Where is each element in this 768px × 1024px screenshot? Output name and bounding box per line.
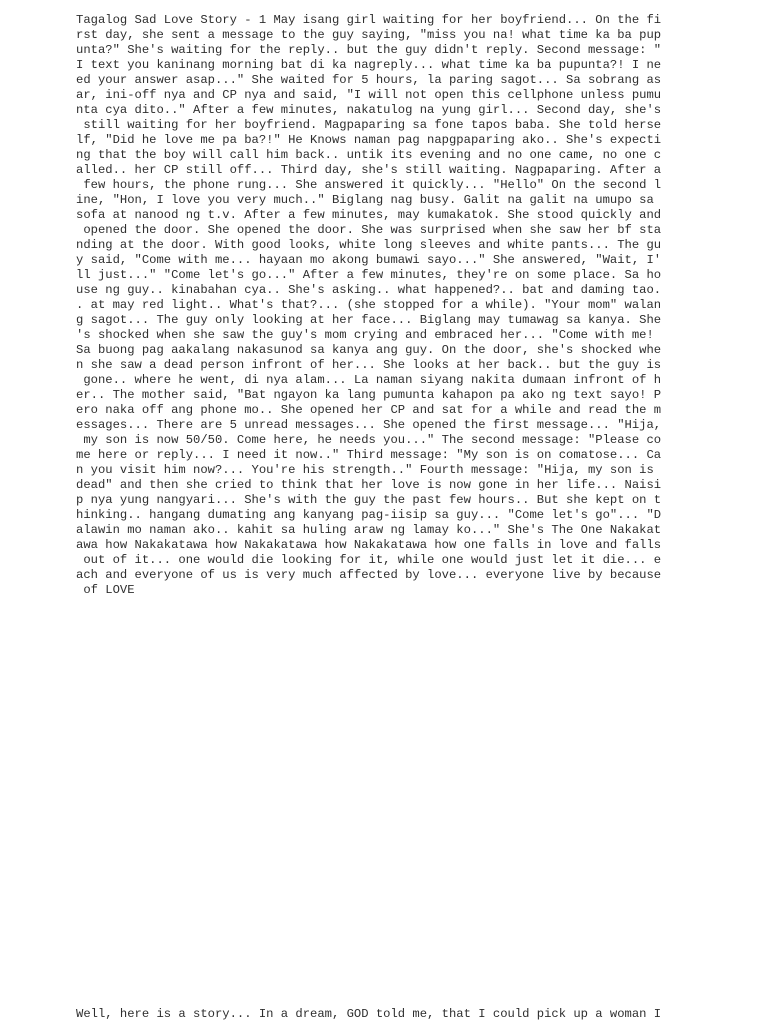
story-line: out of it... one would die looking for it, while one would just let it die... e: [76, 553, 662, 567]
story-line: lf, "Did he love me pa ba?!" He Knows naman pag napgpaparing ako.. She's expecti: [76, 133, 662, 147]
story-line: ine, "Hon, I love you very much.." Biglang nag busy. Galit na galit na umupo sa: [76, 193, 654, 207]
story-line: unta?" She's waiting for the reply.. but the guy didn't reply. Second message: ": [76, 43, 662, 57]
story-line: awa how Nakakatawa how Nakakatawa how Nakakatawa how one falls in love and falls: [76, 538, 662, 552]
story-line: er.. The mother said, "Bat ngayon ka lang pumunta kahapon pa ako ng text sayo! P: [76, 388, 662, 402]
story-line: me here or reply... I need it now.." Third message: "My son is on comatose... Ca: [76, 448, 662, 462]
story-line: Sa buong pag aakalang nakasunod sa kanya ang guy. On the door, she's shocked whe: [76, 343, 662, 357]
story-line: gone.. where he went, di nya alam... La naman siyang nakita dumaan infront of h: [76, 373, 662, 387]
story-line: alawin mo naman ako.. kahit sa huling araw ng lamay ko..." She's The One Nakakat: [76, 523, 662, 537]
story-line: ll just..." "Come let's go..." After a few minutes, they're on some place. Sa ho: [76, 268, 662, 282]
story-line: nding at the door. With good looks, white long sleeves and white pants... The gu: [76, 238, 662, 252]
story-line: ar, ini-off nya and CP nya and said, "I will not open this cellphone unless pumu: [76, 88, 662, 102]
story-line: of LOVE: [76, 583, 135, 597]
story-line: p nya yung nangyari... She's with the guy the past few hours.. But she kept on t: [76, 493, 662, 507]
story-line: n she saw a dead person infront of her... She looks at her back.. but the guy is: [76, 358, 662, 372]
story-line: my son is now 50/50. Come here, he needs you..." The second message: "Please co: [76, 433, 662, 447]
story-line: ero naka off ang phone mo.. She opened her CP and sat for a while and read the m: [76, 403, 662, 417]
story-line: n you visit him now?... You're his strength.." Fourth message: "Hija, my son is: [76, 463, 654, 477]
story-line: essages... There are 5 unread messages... She opened the first message... "Hija,: [76, 418, 662, 432]
story-line: Tagalog Sad Love Story - 1 May isang girl waiting for her boyfriend... On the fi: [76, 13, 662, 27]
story-line: opened the door. She opened the door. She was surprised when she saw her bf sta: [76, 223, 662, 237]
story-line: dead" and then she cried to think that her love is now gone in her life... Naisi: [76, 478, 662, 492]
story-line: I text you kaninang morning bat di ka nagreply... what time ka ba pupunta?! I ne: [76, 58, 662, 72]
story-line: still waiting for her boyfriend. Magpaparing sa fone tapos baba. She told herse: [76, 118, 662, 132]
story-line: . at may red light.. What's that?... (she stopped for a while). "Your mom" walan: [76, 298, 662, 312]
story-line: 's shocked when she saw the guy's mom crying and embraced her... "Come with me!: [76, 328, 654, 342]
story-line: hinking.. hangang dumating ang kanyang pag-iisip sa guy... "Come let's go"... "D: [76, 508, 662, 522]
story-line: ach and everyone of us is very much affected by love... everyone live by because: [76, 568, 662, 582]
next-story-line: Well, here is a story... In a dream, GOD told me, that I could pick up a woman I: [76, 1007, 662, 1021]
story-line: sofa at nanood ng t.v. After a few minutes, may kumakatok. She stood quickly and: [76, 208, 662, 222]
story-line: alled.. her CP still off... Third day, she's still waiting. Nagpaparing. After a: [76, 163, 662, 177]
story-line: g sagot... The guy only looking at her face... Biglang may tumawag sa kanya. She: [76, 313, 662, 327]
story-line: few hours, the phone rung... She answered it quickly... "Hello" On the second l: [76, 178, 662, 192]
story-line: ng that the boy will call him back.. untik its evening and no one came, no one c: [76, 148, 662, 162]
story-line: y said, "Come with me... hayaan mo akong bumawi sayo..." She answered, "Wait, I': [76, 253, 662, 267]
story-line: ed your answer asap..." She waited for 5 hours, la paring sagot... Sa sobrang as: [76, 73, 662, 87]
story-line: nta cya dito.." After a few minutes, nakatulog na yung girl... Second day, she's: [76, 103, 662, 117]
story-line: rst day, she sent a message to the guy saying, "miss you na! what time ka ba pup: [76, 28, 662, 42]
story-line: use ng guy.. kinabahan cya.. She's asking.. what happened?.. bat and daming tao.: [76, 283, 662, 297]
